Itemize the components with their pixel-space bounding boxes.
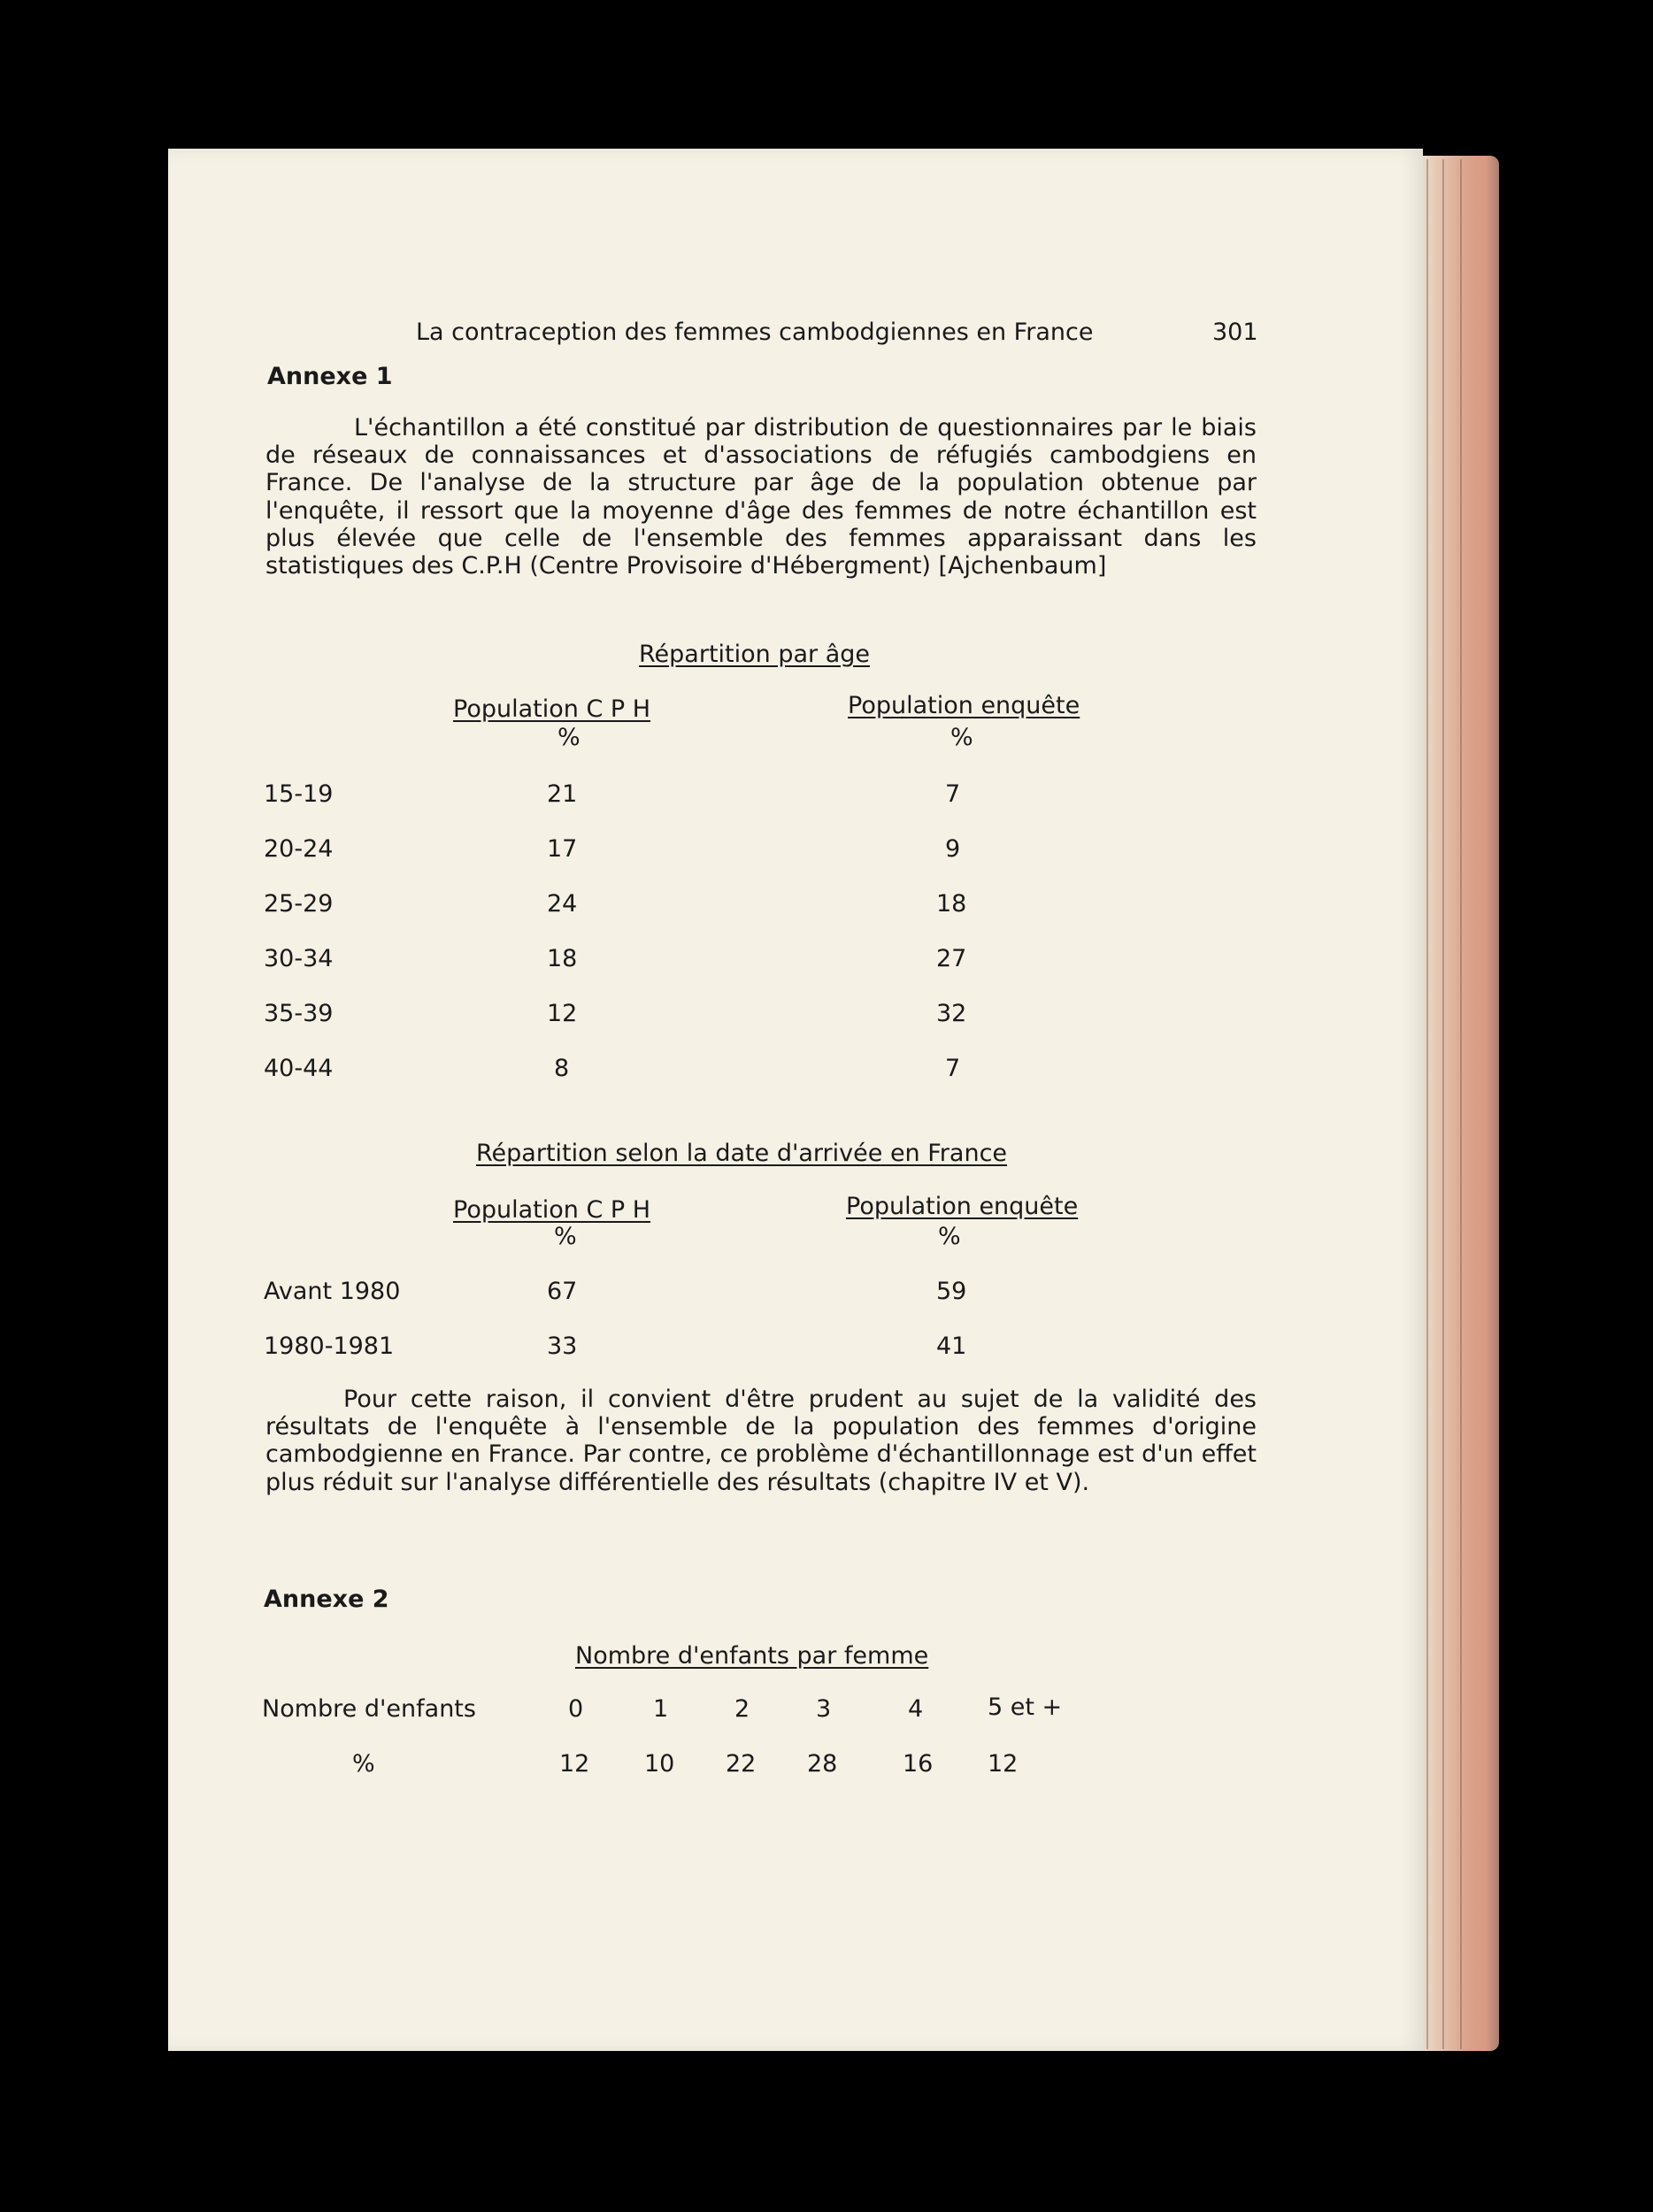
annexe2-heading: Annexe 2 — [264, 1586, 389, 1613]
age-row-label: 40-44 — [264, 1055, 334, 1082]
age-row-cph: 24 — [547, 890, 578, 918]
arrival-row-label: 1980-1981 — [264, 1333, 395, 1360]
children-pct: 16 — [903, 1750, 934, 1778]
children-pct: 12 — [559, 1750, 590, 1778]
arrival-row-enquete: 41 — [936, 1333, 967, 1360]
arrival-table-title: Répartition selon la date d'arrivée en France — [476, 1140, 1008, 1167]
arrival-row-label: Avant 1980 — [264, 1278, 401, 1305]
children-count: 0 — [568, 1695, 584, 1723]
children-pct: 10 — [644, 1750, 675, 1778]
age-row-label: 20-24 — [264, 835, 334, 863]
age-row-cph: 12 — [547, 1000, 578, 1027]
age-table-col-enquete: Population enquête — [848, 692, 1080, 719]
age-table-unit-enquete: % — [950, 724, 973, 751]
age-table-col-cph: Population C P H — [453, 695, 651, 723]
arrival-row-enquete: 59 — [936, 1278, 967, 1305]
book-page — [168, 149, 1423, 2051]
age-row-label: 35-39 — [264, 1000, 334, 1027]
page-edge-line — [1460, 159, 1462, 2049]
age-row-cph: 8 — [554, 1055, 570, 1082]
age-row-label: 15-19 — [264, 780, 334, 808]
age-row-enquete: 7 — [945, 1055, 961, 1082]
age-row-enquete: 27 — [936, 945, 967, 972]
page-number: 301 — [1212, 319, 1258, 346]
age-row-label: 25-29 — [264, 890, 334, 918]
children-count: 3 — [816, 1695, 832, 1723]
age-row-cph: 17 — [547, 835, 578, 863]
arrival-row-cph: 33 — [547, 1333, 578, 1360]
children-row-label: Nombre d'enfants — [262, 1695, 476, 1723]
age-row-enquete: 32 — [936, 1000, 967, 1027]
running-title: La contraception des femmes cambodgiennes en France — [416, 319, 1094, 346]
annexe1-intro-text: L'échantillon a été constitué par distribution de questionnaires par le biais de réseaux de connaissances et d'associations de réfugiés cambodgiens en France. De l'analyse de la structure par âge de la population obtenue par l'enquête, il ressort que la moyenne d'âge des femmes de notre échantillon est plus élevée que celle de l'ensemble des femmes apparaissant dans les statistiques des C.P.H (Centre Provisoire d'Hébergment) [Ajchenbaum] — [265, 414, 1257, 580]
annexe1-heading: Annexe 1 — [267, 363, 393, 390]
children-table-title: Nombre d'enfants par femme — [575, 1642, 929, 1670]
age-row-cph: 21 — [547, 780, 578, 808]
children-pct: 28 — [807, 1750, 838, 1778]
arrival-table-unit-enquete: % — [938, 1223, 961, 1250]
children-pct: 22 — [726, 1750, 757, 1778]
children-count: 5 et + — [988, 1694, 1063, 1721]
age-row-label: 30-34 — [264, 945, 334, 972]
arrival-table-unit-cph: % — [554, 1223, 577, 1250]
age-row-cph: 18 — [547, 945, 578, 972]
age-table-unit-cph: % — [557, 724, 580, 751]
page-edge-line — [1442, 159, 1444, 2049]
age-table-title: Répartition par âge — [639, 641, 870, 668]
annexe1-conclusion-paragraph — [265, 1386, 1257, 1496]
age-row-enquete: 18 — [936, 890, 967, 918]
age-row-enquete: 9 — [945, 835, 961, 863]
annexe1-intro-paragraph — [265, 414, 1257, 580]
children-count: 4 — [908, 1695, 924, 1723]
annexe1-conclusion-text: Pour cette raison, il convient d'être prudent au sujet de la validité des résultats de l'enquête à l'ensemble de la population des femmes d'origine cambodgienne en France. Par contre, ce problème d'échantillonnage est d'un effet plus réduit sur l'analyse différentielle des résultats (chapitre IV et V). — [265, 1386, 1257, 1496]
children-count: 1 — [653, 1695, 669, 1723]
arrival-table-col-enquete: Population enquête — [846, 1193, 1079, 1220]
children-count: 2 — [734, 1695, 750, 1723]
arrival-table-col-cph: Population C P H — [453, 1196, 651, 1224]
children-pct-label: % — [352, 1750, 375, 1778]
children-pct: 12 — [988, 1750, 1019, 1778]
arrival-row-cph: 67 — [547, 1278, 578, 1305]
age-row-enquete: 7 — [945, 780, 961, 808]
page-edge-line — [1426, 159, 1428, 2049]
